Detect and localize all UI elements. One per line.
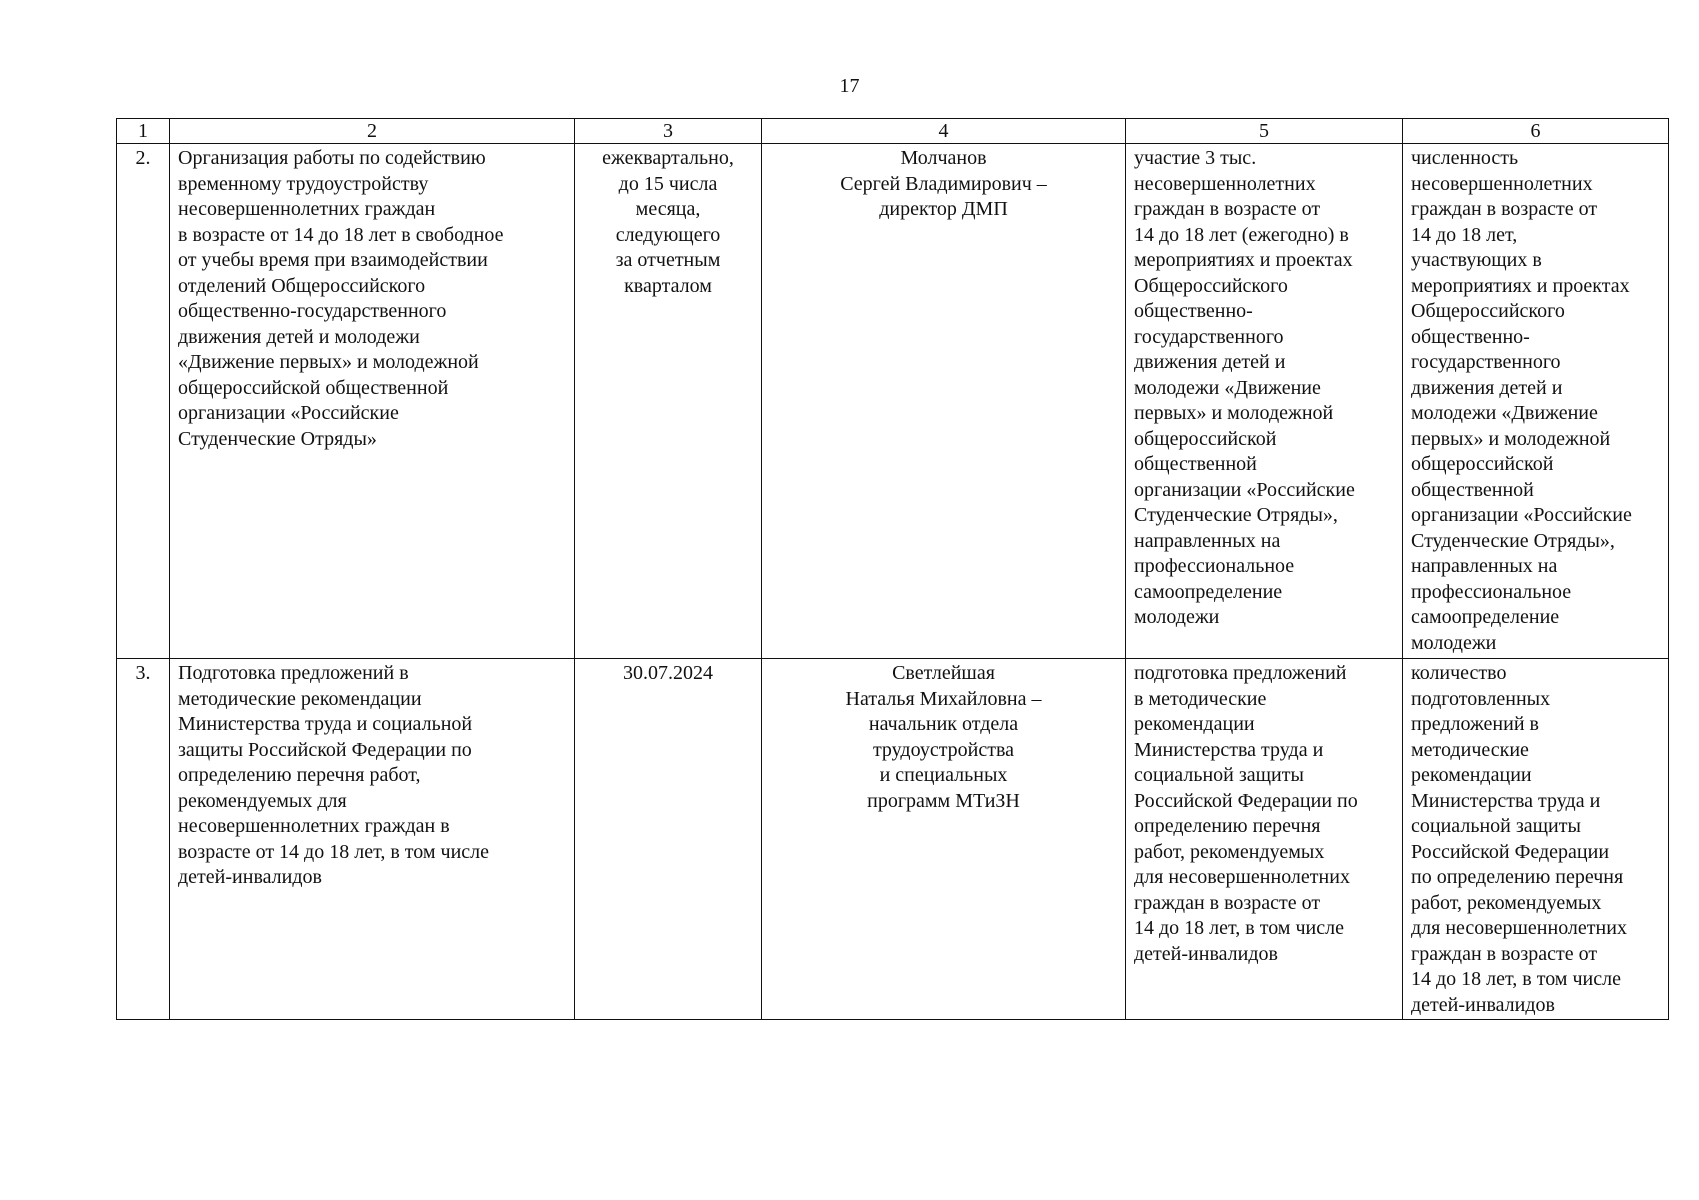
indicator-cell: количество подготовленных предложений в методические рекомендации Министерства труда и социальной защиты Российской Федерации по определению перечня работ, рекомендуемых для несовершеннолетних граждан в возрасте от 14 до 18 лет, в том числе детей-инвалидов <box>1403 659 1669 1020</box>
deadline-cell: 30.07.2024 <box>575 659 762 1020</box>
activity-cell: Подготовка предложений в методические рекомендации Министерства труда и социальной защиты Российской Федерации по определению перечня работ, рекомендуемых для несовершеннолетних граждан в возрасте от 14 до 18 лет, в том числе детей-инвалидов <box>170 659 575 1020</box>
column-header: 3 <box>575 119 762 144</box>
responsible-cell: Светлейшая Наталья Михайловна – начальник отдела трудоустройства и специальных программ МТиЗН <box>762 659 1126 1020</box>
column-header: 2 <box>170 119 575 144</box>
action-plan-table <box>116 118 1669 1020</box>
row-number: 2. <box>117 144 170 659</box>
column-header: 1 <box>117 119 170 144</box>
row-number: 3. <box>117 659 170 1020</box>
indicator-cell: численность несовершеннолетних граждан в возрасте от 14 до 18 лет, участвующих в мероприятиях и проектах Общероссийского общественно- государственного движения детей и молодежи «Движение первых» и молодежной общероссийской общественной организации «Российские Студенческие Отряды», направленных на профессиональное самоопределение молодежи <box>1403 144 1669 659</box>
table-row <box>117 144 1669 659</box>
column-header: 6 <box>1403 119 1669 144</box>
responsible-cell: Молчанов Сергей Владимирович – директор ДМП <box>762 144 1126 659</box>
table-row <box>117 659 1669 1020</box>
result-cell: подготовка предложений в методические рекомендации Министерства труда и социальной защиты Российской Федерации по определению перечня работ, рекомендуемых для несовершеннолетних граждан в возрасте от 14 до 18 лет, в том числе детей-инвалидов <box>1126 659 1403 1020</box>
activity-cell: Организация работы по содействию временному трудоустройству несовершеннолетних граждан в возрасте от 14 до 18 лет в свободное от учебы время при взаимодействии отделений Общероссийского общественно-государственного движения детей и молодежи «Движение первых» и молодежной общероссийской общественной организации «Российские Студенческие Отряды» <box>170 144 575 659</box>
deadline-cell: ежеквартально, до 15 числа месяца, следующего за отчетным кварталом <box>575 144 762 659</box>
table-header-row <box>117 119 1669 144</box>
page-number: 17 <box>839 75 860 97</box>
column-header: 4 <box>762 119 1126 144</box>
result-cell: участие 3 тыс. несовершеннолетних граждан в возрасте от 14 до 18 лет (ежегодно) в мероприятиях и проектах Общероссийского общественно- государственного движения детей и молодежи «Движение первых» и молодежной общероссийской общественной организации «Российские Студенческие Отряды», направленных на профессиональное самоопределение молодежи <box>1126 144 1403 659</box>
column-header: 5 <box>1126 119 1403 144</box>
